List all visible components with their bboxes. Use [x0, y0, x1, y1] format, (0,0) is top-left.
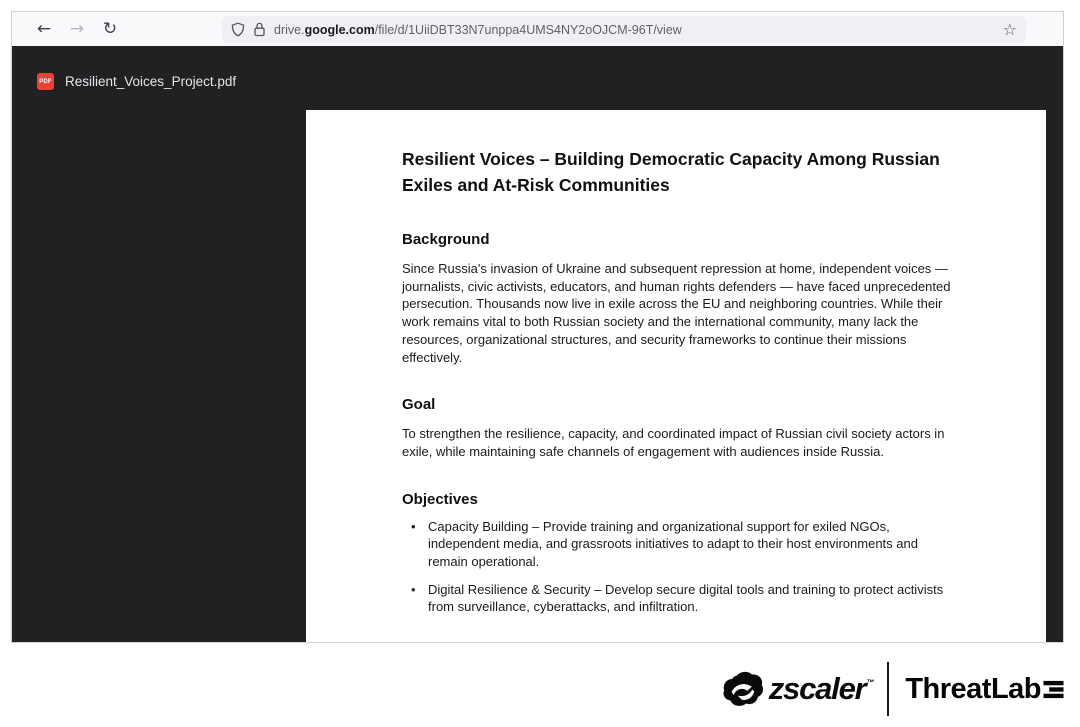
- logo-divider: [887, 662, 889, 716]
- drive-pdf-viewer: [12, 46, 1063, 642]
- zscaler-wordmark: [769, 671, 874, 707]
- trademark-symbol: ™: [866, 678, 874, 687]
- threatlabz-wordmark: [905, 673, 1064, 706]
- threatlabz-z-icon: [1043, 679, 1064, 700]
- pdf-page-content: [306, 110, 1046, 616]
- zscaler-brand-text: zscaler: [768, 671, 866, 706]
- bullet-text: Capacity Building – Provide training and organizational support for exiled NGOs, independent media, and grassroots initiatives to adapt to their host environments and remain operational.: [428, 518, 918, 570]
- url-domain: google.com: [304, 22, 375, 37]
- zscaler-cloud-icon: [722, 669, 764, 709]
- list-item: [402, 518, 954, 571]
- section-body: Since Russia's invasion of Ukraine and subsequent repression at home, independent voices — journalists, civic activists, educators, and human rights defenders — have faced unprecedented persecution. Thousands now live in exile across the EU and neighboring countries. While their work remains vital to both Russian society and the international community, many lack the resources, organizational structures, and security frameworks to continue their missions effectively.: [402, 261, 951, 365]
- section-body: To strengthen the resilience, capacity, and coordinated impact of Russian civil society actors in exile, while maintaining safe channels of engagement with audiences inside Russia.: [402, 426, 945, 459]
- section-goal: [402, 396, 986, 460]
- section-heading: Goal: [402, 396, 436, 414]
- back-arrow-icon[interactable]: ←: [36, 19, 52, 39]
- threatlabz-text: ThreatLab: [905, 672, 1041, 705]
- forward-arrow-icon[interactable]: →: [69, 19, 85, 39]
- browser-window: [11, 11, 1064, 643]
- document-title: Resilient Voices – Building Democratic Capacity Among Russian Exiles and At-Risk Communities: [402, 149, 940, 195]
- section-objectives: [402, 491, 986, 617]
- bookmark-star-icon[interactable]: ☆: [1002, 20, 1017, 39]
- section-heading: Objectives: [402, 490, 478, 508]
- objectives-list: [402, 518, 986, 617]
- zscaler-threatlabz-watermark: [722, 660, 1064, 718]
- file-name: Resilient_Voices_Project.pdf: [65, 74, 237, 89]
- bullet-icon: •: [411, 581, 416, 597]
- bullet-icon: •: [411, 518, 416, 534]
- section-heading: Background: [402, 231, 490, 248]
- drive-file-header: [37, 73, 236, 90]
- browser-toolbar: [12, 12, 1063, 46]
- shield-icon[interactable]: [231, 22, 245, 37]
- section-background: [402, 231, 986, 366]
- url-path: /file/d/1UiiDBT33N7unppa4UMS4NY2oOJCM-96T/view: [374, 22, 682, 37]
- pdf-file-icon: [37, 73, 54, 90]
- list-item: [402, 581, 954, 616]
- nav-buttons: [12, 19, 120, 39]
- address-bar[interactable]: [222, 16, 1026, 43]
- reload-icon[interactable]: ↻: [102, 19, 118, 39]
- url-text[interactable]: [274, 23, 682, 37]
- lock-icon: [253, 22, 266, 37]
- url-prefix: drive.: [274, 22, 305, 37]
- pdf-icon-label: PDF: [39, 78, 52, 85]
- pdf-page[interactable]: [306, 110, 1046, 642]
- bullet-text: Digital Resilience & Security – Develop secure digital tools and training to protect activists from surveillance, cyberattacks, and infiltration.: [428, 581, 944, 615]
